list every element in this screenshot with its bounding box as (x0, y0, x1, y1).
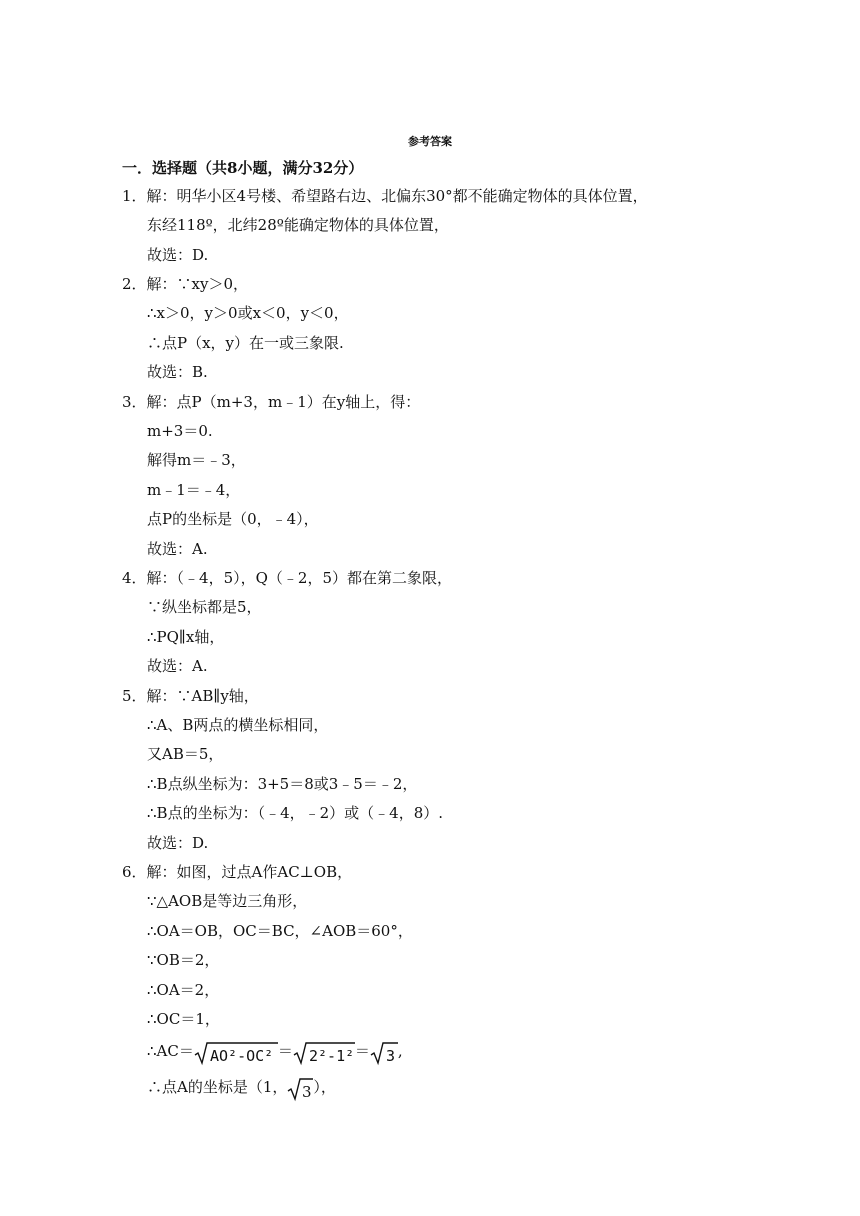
answer-6-line-6: ∴OC＝1， (147, 1010, 220, 1028)
answer-2-line-4: 故选：B. (147, 363, 208, 381)
answer-4-line-4: 故选：A. (147, 657, 208, 675)
answer-1-line-3: 故选：D. (147, 246, 209, 264)
answer-2-line-3: ∴点P（x，y）在一或三象限. (147, 334, 344, 352)
answer-6-line-3: ∴OA＝OB，OC＝BC，∠AOB＝60°， (147, 922, 413, 940)
formula-eq-1: ＝ (277, 1042, 293, 1060)
point-suffix: ）， (313, 1078, 336, 1096)
answer-4-line-2: ∵纵坐标都是5， (147, 598, 262, 616)
answer-6-ac-formula (147, 1038, 403, 1064)
answer-3-line-3: 解得m＝﹣3， (147, 451, 246, 469)
sqrt-radical-1 (194, 1039, 278, 1066)
radicand-point: 3 (302, 1082, 312, 1101)
answer-3-line-1: 3．解：点P（m+3，m﹣1）在y轴上，得： (122, 393, 421, 411)
formula-eq-2: ＝ (354, 1042, 370, 1060)
answer-2-line-2: ∴x＞0，y＞0或x＜0，y＜0， (147, 304, 349, 322)
answer-3-line-5: 点P的坐标是（0，﹣4）， (147, 510, 319, 528)
sqrt-sign-icon (293, 1040, 355, 1066)
sqrt-sign-icon (370, 1040, 398, 1066)
answer-5-line-5: ∴B点的坐标为：（﹣4，﹣2）或（﹣4，8）. (147, 804, 444, 822)
section-heading: 一．选择题（共8小题，满分32分） (122, 159, 364, 177)
answer-5-line-3: 又AB＝5， (147, 745, 224, 763)
answer-1-line-1: 1．解：明华小区4号楼、希望路右边、北偏东30°都不能确定物体的具体位置， (122, 187, 648, 205)
answer-3-line-4: m﹣1＝﹣4， (147, 481, 241, 499)
answer-5-line-1: 5．解：∵AB∥y轴， (122, 687, 259, 705)
sqrt-radical-3 (370, 1039, 398, 1066)
answer-5-line-6: 故选：D. (147, 834, 209, 852)
answer-5-line-4: ∴B点纵坐标为：3+5＝8或3﹣5＝﹣2， (147, 775, 418, 793)
answer-3-line-2: m+3＝0. (147, 422, 213, 440)
sqrt-sign-icon (194, 1040, 278, 1066)
answer-2-line-1: 2．解：∵xy＞0， (122, 275, 249, 293)
radicand-1: AO²-OC² (209, 1046, 274, 1065)
sqrt-sign-icon (287, 1076, 313, 1102)
answer-6-line-4: ∵OB＝2， (147, 951, 220, 969)
answer-3-line-6: 故选：A. (147, 540, 208, 558)
point-prefix: ∴点A的坐标是（1， (147, 1078, 288, 1096)
answer-4-line-3: ∴PQ∥x轴， (147, 628, 225, 646)
radicand-3: 3 (385, 1046, 395, 1065)
answer-4-line-1: 4．解：（﹣4，5），Q（﹣2，5）都在第二象限， (122, 569, 453, 587)
page-title: 参考答案 (408, 135, 452, 148)
answer-6-point-a (147, 1074, 336, 1100)
answer-6-line-5: ∴OA＝2， (147, 981, 220, 999)
answer-5-line-2: ∴A、B两点的横坐标相同， (147, 716, 329, 734)
answer-1-line-2: 东经118º，北纬28º能确定物体的具体位置， (147, 216, 449, 234)
radicand-2: 2²-1² (308, 1046, 355, 1065)
sqrt-radical-point (287, 1075, 313, 1102)
answer-6-line-1: 6．解：如图，过点A作AC⊥OB， (122, 863, 353, 881)
formula-suffix: , (397, 1042, 403, 1060)
answer-6-line-2: ∵△AOB是等边三角形， (147, 892, 308, 910)
formula-prefix: ∴AC＝ (147, 1042, 194, 1060)
sqrt-radical-2 (293, 1039, 355, 1066)
